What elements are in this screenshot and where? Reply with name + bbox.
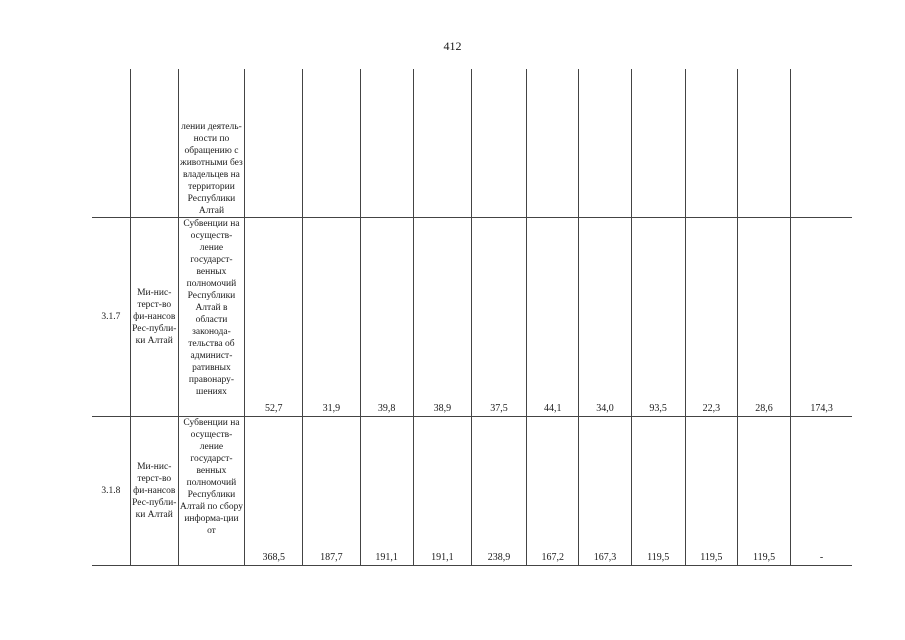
value-cell: 368,5 bbox=[245, 416, 303, 565]
value-cell bbox=[360, 69, 413, 217]
value-cell: 38,9 bbox=[413, 217, 471, 416]
value-cell: 191,1 bbox=[360, 416, 413, 565]
value-cell: 187,7 bbox=[303, 416, 360, 565]
budget-table bbox=[92, 69, 852, 566]
table-row bbox=[92, 69, 852, 217]
value-cell bbox=[685, 69, 737, 217]
value-cell bbox=[245, 69, 303, 217]
row-number: 3.1.8 bbox=[92, 416, 130, 565]
row-number bbox=[92, 69, 130, 217]
value-cell bbox=[471, 69, 526, 217]
value-cell: 93,5 bbox=[631, 217, 685, 416]
value-cell bbox=[303, 69, 360, 217]
value-cell: 39,8 bbox=[360, 217, 413, 416]
value-cell: 22,3 bbox=[685, 217, 737, 416]
value-cell: 174,3 bbox=[791, 217, 852, 416]
page-number: 412 bbox=[443, 39, 462, 53]
value-cell: 37,5 bbox=[471, 217, 526, 416]
value-cell: 119,5 bbox=[631, 416, 685, 565]
value-cell bbox=[527, 69, 579, 217]
value-cell: - bbox=[791, 416, 852, 565]
description-cell: Субвенции на осуществ-ление государст-венных полномочий Республики Алтай по сбору информа-ции от bbox=[178, 416, 244, 565]
value-cell: 238,9 bbox=[471, 416, 526, 565]
value-cell bbox=[737, 69, 790, 217]
value-cell bbox=[631, 69, 685, 217]
value-cell bbox=[791, 69, 852, 217]
value-cell: 31,9 bbox=[303, 217, 360, 416]
value-cell bbox=[579, 69, 631, 217]
value-cell: 34,0 bbox=[579, 217, 631, 416]
description-cell: лении деятель-ности по обращению с животными без владельцев на территории Республики Алтай bbox=[178, 69, 244, 217]
value-cell: 167,2 bbox=[527, 416, 579, 565]
value-cell bbox=[413, 69, 471, 217]
value-cell: 52,7 bbox=[245, 217, 303, 416]
organization-cell: Ми-нис-терст-во фи-нансов Рес-публи-ки Алтай bbox=[130, 416, 178, 565]
description-cell: Субвенции на осуществ-ление государст-венных полномочий Республики Алтай в области законода-тельства об админист-ративных правонару-шениях bbox=[178, 217, 244, 416]
value-cell: 119,5 bbox=[737, 416, 790, 565]
value-cell: 119,5 bbox=[685, 416, 737, 565]
row-number: 3.1.7 bbox=[92, 217, 130, 416]
value-cell: 167,3 bbox=[579, 416, 631, 565]
value-cell: 28,6 bbox=[737, 217, 790, 416]
value-cell: 44,1 bbox=[527, 217, 579, 416]
organization-cell bbox=[130, 69, 178, 217]
table-row bbox=[92, 416, 852, 565]
organization-cell: Ми-нис-терст-во фи-нансов Рес-публи-ки Алтай bbox=[130, 217, 178, 416]
table-row bbox=[92, 217, 852, 416]
value-cell: 191,1 bbox=[413, 416, 471, 565]
